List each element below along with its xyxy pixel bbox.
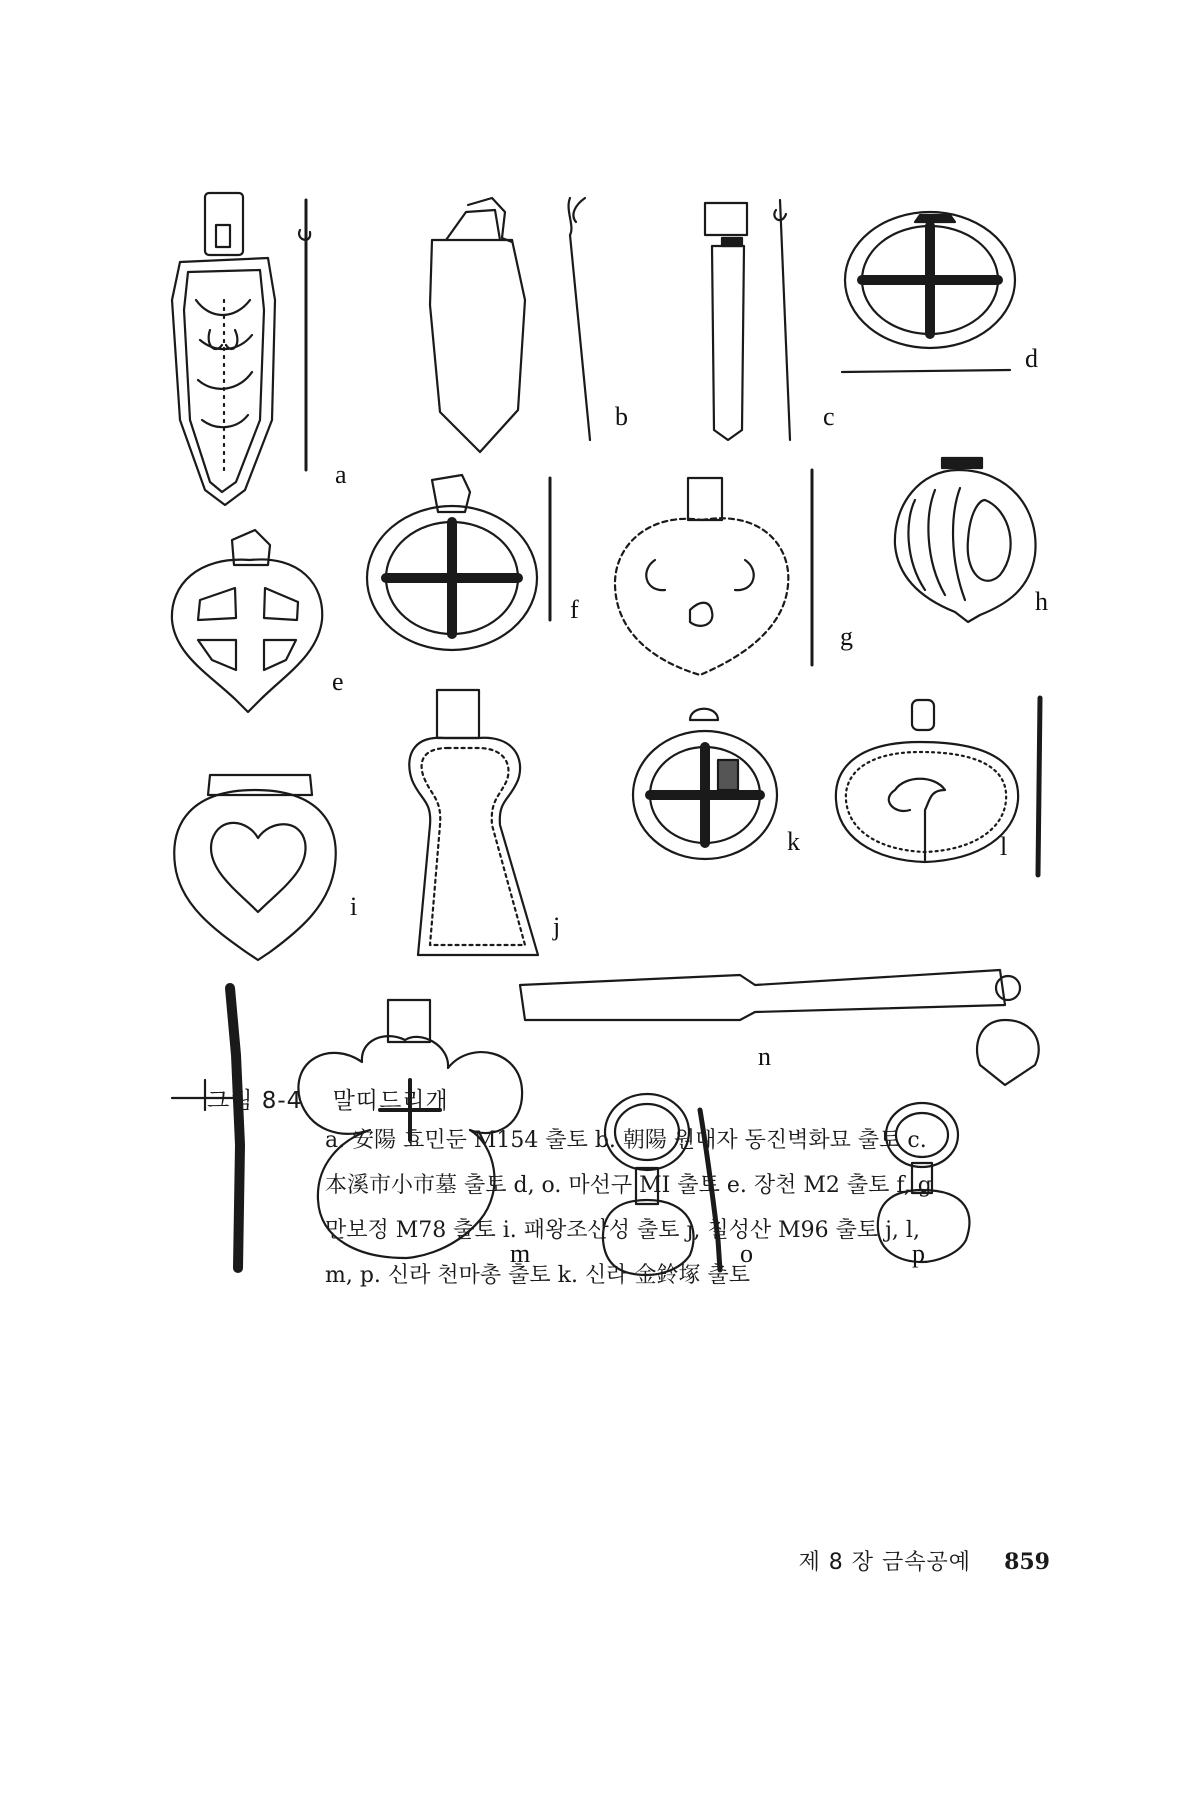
label-k: k xyxy=(787,827,800,856)
page-number: 859 xyxy=(1004,1549,1050,1575)
caption-line: a. 安陽 효민둔 M154 출토 b. 朝陽 원대자 동진벽화묘 출토 c. xyxy=(325,1128,927,1153)
label-a: a xyxy=(335,460,347,489)
pendant-f-drawing xyxy=(367,475,550,650)
pendant-l-drawing xyxy=(836,698,1040,875)
label-j: j xyxy=(553,912,561,941)
label-p: p xyxy=(912,1239,925,1268)
pendant-d-drawing xyxy=(842,212,1015,372)
pendant-a-drawing xyxy=(172,193,310,505)
figure-title: 말띠드리개 xyxy=(332,1088,449,1114)
caption-line: 만보정 M78 출토 i. 패왕조산성 출토 j, 칠성산 M96 출토 j, l, xyxy=(325,1218,920,1243)
caption-line: m, p. 신라 천마총 출토 k. 신라 金鈴塚 출토 xyxy=(325,1263,750,1288)
label-g: g xyxy=(840,622,853,651)
label-d: d xyxy=(1025,344,1038,373)
pendant-g-drawing xyxy=(615,470,812,675)
label-b: b xyxy=(615,402,628,431)
pendant-j-drawing xyxy=(409,690,538,955)
figure-caption-title xyxy=(207,1082,449,1115)
pendant-n-drawing xyxy=(520,970,1039,1085)
pendant-k-drawing xyxy=(633,709,777,859)
label-o: o xyxy=(740,1239,753,1268)
chapter-title: 제 8 장 금속공예 xyxy=(798,1550,972,1575)
label-l: l xyxy=(1000,832,1008,861)
pendant-e-drawing xyxy=(172,530,322,712)
pendant-h-drawing xyxy=(895,458,1036,622)
label-e: e xyxy=(332,667,344,696)
label-i: i xyxy=(350,892,358,921)
pendant-b-drawing xyxy=(430,198,590,452)
figure-caption-body xyxy=(325,1118,1065,1298)
page-footer xyxy=(799,1545,1050,1576)
label-f: f xyxy=(570,595,579,624)
pendant-c-drawing xyxy=(705,200,790,440)
label-n: n xyxy=(758,1042,771,1071)
label-h: h xyxy=(1035,587,1048,616)
label-c: c xyxy=(823,402,835,431)
caption-line: 本溪市小市墓 출토 d, o. 마선구 MI 출토 e. 장천 M2 출토 f, g xyxy=(325,1173,932,1198)
pendant-i-drawing xyxy=(174,775,335,960)
label-m: m xyxy=(510,1239,531,1268)
figure-number: 그림 8-4 xyxy=(207,1088,303,1114)
